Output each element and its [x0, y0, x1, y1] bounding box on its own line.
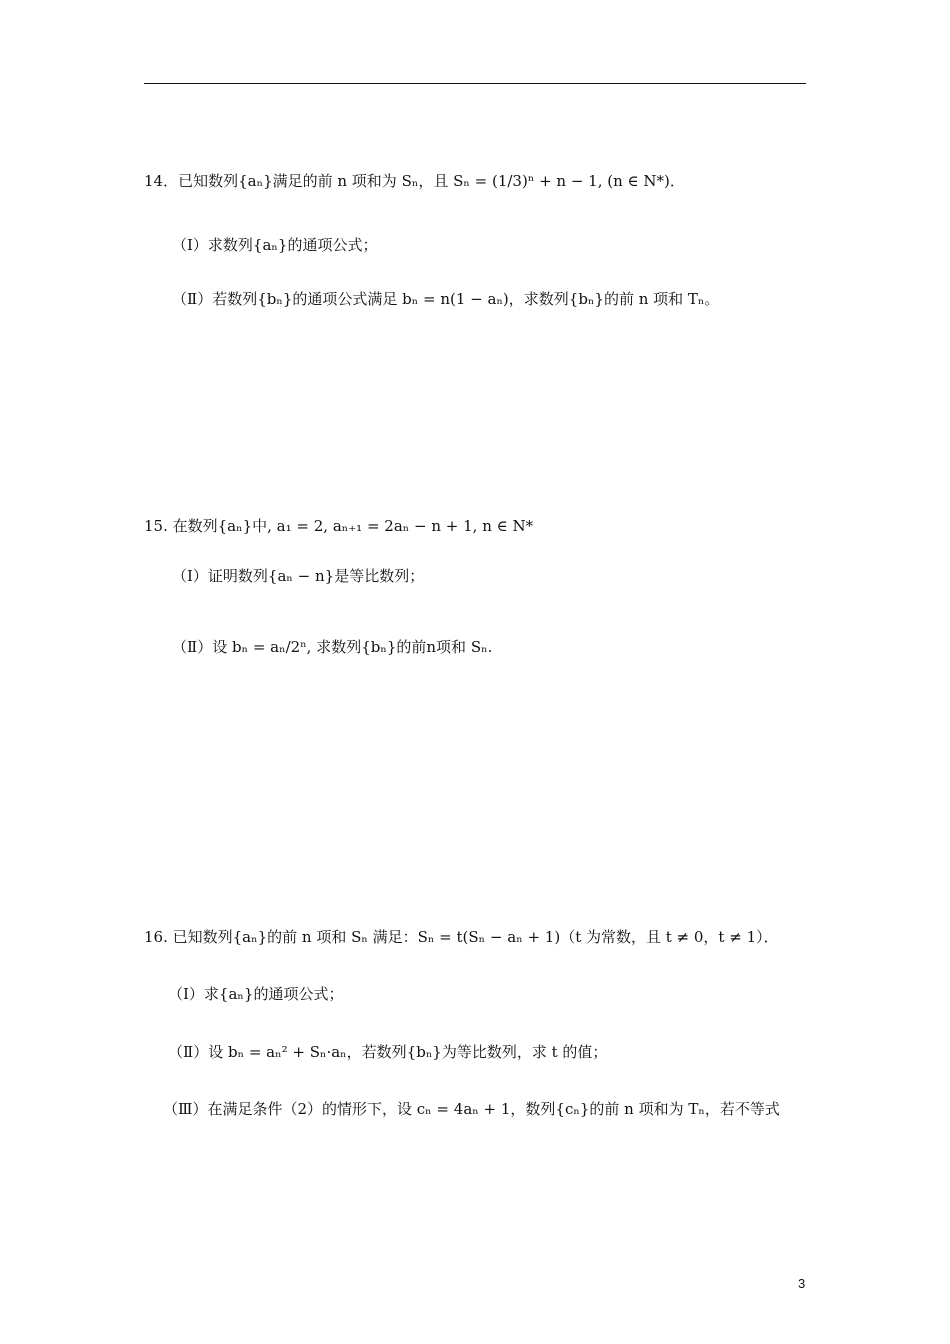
problem-15-part-2: （Ⅱ）设 bₙ = aₙ/2ⁿ, 求数列{bₙ}的前n项和 Sₙ. [172, 638, 493, 656]
problem-16-part-3: （Ⅲ）在满足条件（2）的情形下，设 cₙ = 4aₙ + 1，数列{cₙ}的前 n 项和为 Tₙ，若不等式 [163, 1100, 780, 1118]
problem-14-part-1: （Ⅰ）求数列{aₙ}的通项公式； [172, 236, 378, 254]
problem-14-statement: 14．已知数列{aₙ}满足的前 n 项和为 Sₙ，且 Sₙ = (1/3)ⁿ + n − 1, (n ∈ N*)． [144, 172, 685, 190]
header-rule [144, 83, 806, 84]
problem-16-statement: 16. 已知数列{aₙ}的前 n 项和 Sₙ 满足：Sₙ = t(Sₙ − aₙ + 1)（t 为常数，且 t ≠ 0，t ≠ 1）． [144, 928, 779, 946]
problem-16-part-2: （Ⅱ）设 bₙ = aₙ² + Sₙ·aₙ，若数列{bₙ}为等比数列，求 t 的值； [168, 1043, 608, 1061]
problem-15-part-1: （Ⅰ）证明数列{aₙ − n}是等比数列； [172, 567, 425, 585]
problem-14-part-2: （Ⅱ）若数列{bₙ}的通项公式满足 bₙ = n(1 − aₙ)，求数列{bₙ}的前 n 项和 Tₙ。 [172, 290, 720, 308]
page-number: 3 [798, 1276, 806, 1291]
problem-15-statement: 15. 在数列{aₙ}中, a₁ = 2, aₙ₊₁ = 2aₙ − n + 1, n ∈ N* [144, 517, 534, 535]
problem-16-part-1: （Ⅰ）求{aₙ}的通项公式； [168, 985, 344, 1003]
